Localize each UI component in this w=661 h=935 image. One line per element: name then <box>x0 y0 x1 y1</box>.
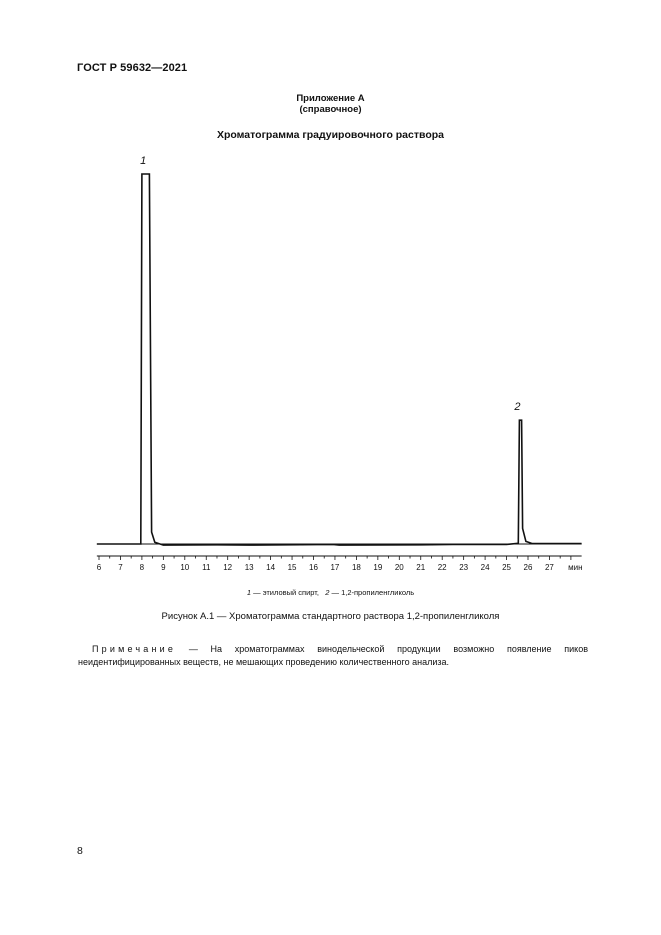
figure-caption: Рисунок А.1 — Хроматограмма стандартного раствора 1,2-пропиленгликоля <box>161 611 500 622</box>
chromatogram-trace <box>97 174 582 545</box>
x-tick-label: 14 <box>266 563 276 572</box>
x-tick-label: 25 <box>502 563 512 572</box>
x-tick-label: 20 <box>394 563 404 572</box>
x-tick-label: 17 <box>330 563 340 572</box>
x-tick-label: 21 <box>416 563 426 572</box>
x-tick-label: 6 <box>96 563 102 572</box>
x-axis-unit-label: мин <box>568 563 583 572</box>
x-tick-label: 26 <box>523 563 533 572</box>
x-tick-label: 16 <box>309 563 318 572</box>
note-text: — На хроматограммах винодельческой продукции возможно появление пиков неидентифицированных веществ, не мешающих проведению количественного анализа. <box>78 644 588 667</box>
x-tick-label: 23 <box>459 563 469 572</box>
x-tick-label: 10 <box>180 563 190 572</box>
chart-title: Хроматограмма градуировочного раствора <box>216 129 444 141</box>
note-label: Примечание <box>92 644 177 654</box>
appendix-title: Приложение А <box>296 93 365 104</box>
legend-number-2: 2 <box>325 588 330 597</box>
x-tick-label: 24 <box>480 563 490 572</box>
x-tick-label: 13 <box>244 563 254 572</box>
x-tick-label: 8 <box>139 563 145 572</box>
x-tick-label: 27 <box>544 563 554 572</box>
legend-text-2: — 1,2-пропиленгликоль <box>329 588 415 597</box>
figure-legend <box>0 588 661 597</box>
x-tick-label: 7 <box>118 563 123 572</box>
appendix-subtitle: (справочное) <box>299 104 362 115</box>
page-number: 8 <box>77 845 83 857</box>
x-tick-label: 12 <box>223 563 233 572</box>
standard-code: ГОСТ Р 59632—2021 <box>77 62 188 74</box>
legend-text-1: — этиловый спирт, <box>251 588 319 597</box>
x-tick-label: 18 <box>351 563 361 572</box>
peak-label-2: 2 <box>514 401 521 414</box>
x-tick-label: 15 <box>287 563 297 572</box>
note-paragraph <box>78 643 588 669</box>
x-tick-label: 9 <box>161 563 166 572</box>
x-tick-label: 22 <box>437 563 447 572</box>
x-tick-label: 19 <box>373 563 383 572</box>
legend-number-1: 1 <box>246 588 252 597</box>
peak-label-1: 1 <box>140 155 147 167</box>
x-tick-label: 11 <box>202 563 211 572</box>
